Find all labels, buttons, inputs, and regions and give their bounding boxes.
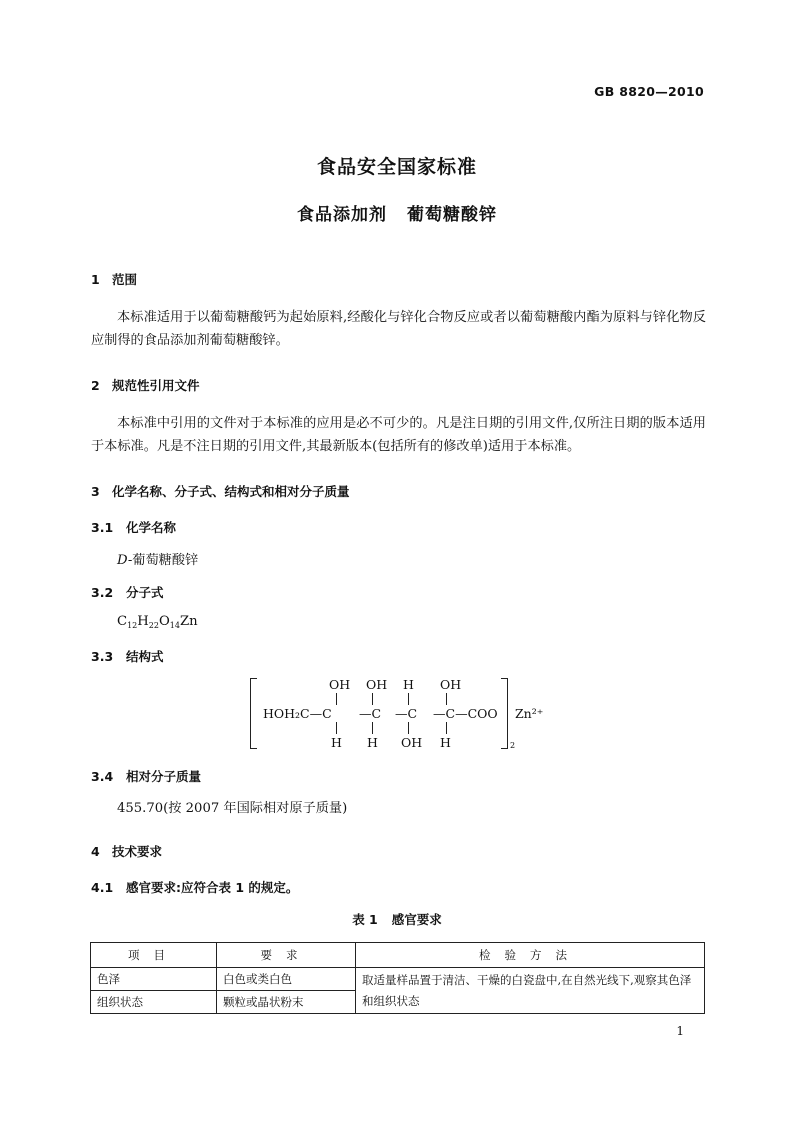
bond-up-3 xyxy=(408,693,409,705)
cell-requirement: 白色或类白色 xyxy=(217,968,356,991)
bond-up-2 xyxy=(372,693,373,705)
counter-ion: Zn²⁺ xyxy=(515,706,544,721)
table-number: 表 1 xyxy=(352,912,378,927)
bottom-group-3: OH xyxy=(401,735,423,750)
standard-code: GB 8820—2010 xyxy=(594,84,704,99)
section-2-body: 本标准中引用的文件对于本标准的应用是必不可少的。凡是注日期的引用文件,仅所注日期的版本适用于本标准。凡是不注日期的引用文件,其最新版本(包括所有的修改单)适用于本标准。 xyxy=(91,416,706,454)
table-title: 感官要求 xyxy=(391,912,442,927)
bond-down-4 xyxy=(446,722,447,734)
molecular-weight: 455.70(按 2007 年国际相对原子质量) xyxy=(117,801,348,816)
document-subtitle xyxy=(0,200,794,225)
section-title: 结构式 xyxy=(126,649,164,664)
formula-h-count: 22 xyxy=(148,621,159,630)
bracket-subscript: 2 xyxy=(510,741,516,750)
sensory-requirements-table xyxy=(90,942,705,1014)
bottom-group-1: H xyxy=(331,735,342,750)
section-number: 3.3 xyxy=(91,649,114,664)
chemical-name-text: 葡萄糖酸锌 xyxy=(132,553,199,568)
section-number: 3.1 xyxy=(91,520,114,535)
section-3-4-heading xyxy=(91,767,201,785)
formula-o-count: 14 xyxy=(169,621,180,630)
section-title: 化学名称、分子式、结构式和相对分子质量 xyxy=(112,484,350,499)
document-title: 食品安全国家标准 xyxy=(316,156,477,178)
formula-h: H xyxy=(137,614,149,629)
cell-item: 组织状态 xyxy=(91,991,217,1014)
section-3-2-heading xyxy=(91,583,164,601)
section-title: 感官要求:应符合表 1 的规定。 xyxy=(126,880,299,895)
section-3-heading xyxy=(91,482,350,500)
header-requirement: 要求 xyxy=(217,943,356,968)
header-method: 检验方法 xyxy=(356,943,705,968)
section-number: 3.2 xyxy=(91,585,114,600)
chain-c3: —C xyxy=(395,706,418,721)
section-title: 规范性引用文件 xyxy=(112,378,200,393)
section-number: 1 xyxy=(91,272,100,287)
chain-c2: —C xyxy=(359,706,382,721)
molecular-formula xyxy=(117,614,198,630)
section-title: 相对分子质量 xyxy=(126,769,202,784)
section-number: 3.4 xyxy=(91,769,114,784)
section-number: 2 xyxy=(91,378,100,393)
section-4-1-heading xyxy=(91,878,298,896)
chain-left: HOH₂C—C xyxy=(263,706,332,721)
section-3-1-heading xyxy=(91,518,176,536)
bottom-group-4: H xyxy=(440,735,451,750)
bond-up-4 xyxy=(446,693,447,705)
formula-zn: Zn xyxy=(179,614,198,629)
chemical-name xyxy=(117,549,198,568)
left-bracket xyxy=(250,678,257,749)
section-1-body: 本标准适用于以葡萄糖酸钙为起始原料,经酸化与锌化合物反应或者以葡萄糖酸内酯为原料与锌化物反应制得的食品添加剂葡萄糖酸锌。 xyxy=(91,310,706,348)
section-2-heading xyxy=(91,376,200,394)
right-bracket xyxy=(501,678,508,749)
subtitle-part2: 葡萄糖酸锌 xyxy=(407,205,497,225)
section-title: 化学名称 xyxy=(126,520,177,535)
chain-c4-carboxylate: —C—COO xyxy=(433,706,498,721)
cell-method: 取适量样品置于清洁、干燥的白瓷盘中,在自然光线下,观察其色泽和组织状态 xyxy=(356,968,705,1014)
section-title: 分子式 xyxy=(126,585,164,600)
section-4-heading xyxy=(91,842,162,860)
chemical-prefix: D- xyxy=(117,553,133,568)
bond-down-2 xyxy=(372,722,373,734)
section-title: 技术要求 xyxy=(112,844,163,859)
top-group-1: OH xyxy=(329,677,351,692)
section-number: 4.1 xyxy=(91,880,114,895)
table-row xyxy=(91,968,705,991)
cell-item: 色泽 xyxy=(91,968,217,991)
formula-c-count: 12 xyxy=(127,621,138,630)
bond-down-1 xyxy=(336,722,337,734)
cell-requirement: 颗粒或晶状粉末 xyxy=(217,991,356,1014)
section-number: 4 xyxy=(91,844,100,859)
page-number: 1 xyxy=(676,1024,684,1038)
top-group-2: OH xyxy=(366,677,388,692)
formula-c: C xyxy=(117,614,128,629)
subtitle-part1: 食品添加剂 xyxy=(297,205,387,225)
section-1-heading xyxy=(91,270,137,288)
section-3-3-heading xyxy=(91,647,164,665)
bottom-group-2: H xyxy=(367,735,378,750)
structural-formula xyxy=(248,677,558,752)
header-item: 项目 xyxy=(91,943,217,968)
table-caption xyxy=(0,910,794,928)
table-header-row xyxy=(91,943,705,968)
formula-o: O xyxy=(158,614,170,629)
top-group-3: H xyxy=(403,677,414,692)
section-title: 范围 xyxy=(112,272,138,287)
top-group-4: OH xyxy=(440,677,462,692)
bond-up-1 xyxy=(336,693,337,705)
section-number: 3 xyxy=(91,484,100,499)
bond-down-3 xyxy=(408,722,409,734)
